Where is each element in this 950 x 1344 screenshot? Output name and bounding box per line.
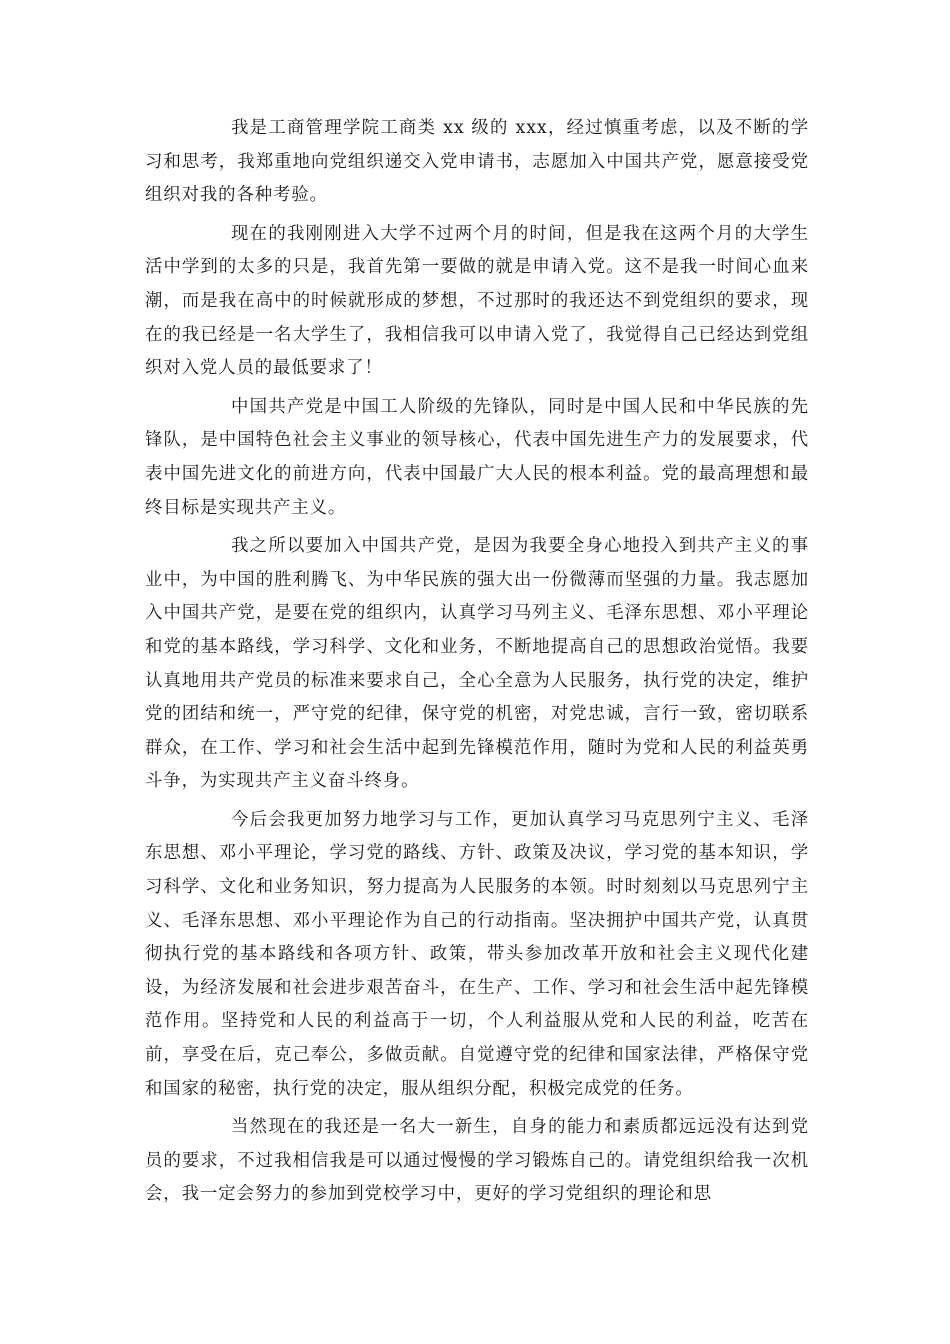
paragraph-1: 我是工商管理学院工商类 xx 级的 xxx，经过慎重考虑，以及不断的学习和思考，我郑重地向党组织递交入党申请书，志愿加入中国共产党，愿意接受党组织对我的各种考验。 xyxy=(145,118,809,206)
paragraph-4: 我之所以要加入中国共产党，是因为我要全身心地投入到共产主义的事业中，为中国的胜利腾飞、为中华民族的强大出一份微薄而坚强的力量。我志愿加入中国共产党，是要在党的组织内，认真学习马列主义、毛泽东思想、邓小平理论和党的基本路线，学习科学、文化和业务，不断地提高自己的思想政治觉悟。我要认真地用共产党员的标准来要求自己，全心全意为人民服务，执行党的决定，维护党的团结和统一，严守党的纪律，保守党的机密，对党忠诚，言行一致，密切联系群众，在工作、学习和社会生活中起到先锋模范作用，随时为党和人民的利益英勇斗争，为实现共产主义奋斗终身。 xyxy=(145,536,809,792)
document-body xyxy=(145,112,809,1217)
paragraph-3: 中国共产党是中国工人阶级的先锋队，同时是中国人民和中华民族的先锋队，是中国特色社会主义事业的领导核心，代表中国先进生产力的发展要求，代表中国先进文化的前进方向，代表中国最广大人民的根本利益。党的最高理想和最终目标是实现共产主义。 xyxy=(145,396,809,518)
paragraph-6: 当然现在的我还是一名大一新生，自身的能力和素质都远远没有达到党员的要求，不过我相信我是可以通过慢慢的学习锻炼自己的。请党组织给我一次机会，我一定会努力的参加到党校学习中，更好的学习党组织的理论和思 xyxy=(145,1117,809,1205)
paragraph-5: 今后会我更加努力地学习与工作，更加认真学习马克思列宁主义、毛泽东思想、邓小平理论，学习党的路线、方针、政策及决议，学习党的基本知识，学习科学、文化和业务知识，努力提高为人民服务的本领。时时刻刻以马克思列宁主义、毛泽东思想、邓小平理论作为自己的行动指南。坚决拥护中国共产党，认真贯彻执行党的基本路线和各项方针、政策，带头参加改革开放和社会主义现代化建设，为经济发展和社会进步艰苦奋斗，在生产、工作、学习和社会生活中起先锋模范作用。坚持党和人民的利益高于一切，个人利益服从党和人民的利益，吃苦在前，享受在后，克己奉公，多做贡献。自觉遵守党的纪律和国家法律，严格保守党和国家的秘密，执行党的决定，服从组织分配，积极完成党的任务。 xyxy=(145,809,809,1099)
paragraph-2: 现在的我刚刚进入大学不过两个月的时间，但是我在这两个月的大学生活中学到的太多的只是，我首先第一要做的就是申请入党。这不是我一时间心血来潮，而是我在高中的时候就形成的梦想，不过那时的我还达不到党组织的要求，现在的我已经是一名大学生了，我相信我可以申请入党了，我觉得自己已经达到党组织对入党人员的最低要求了！ xyxy=(145,223,809,379)
